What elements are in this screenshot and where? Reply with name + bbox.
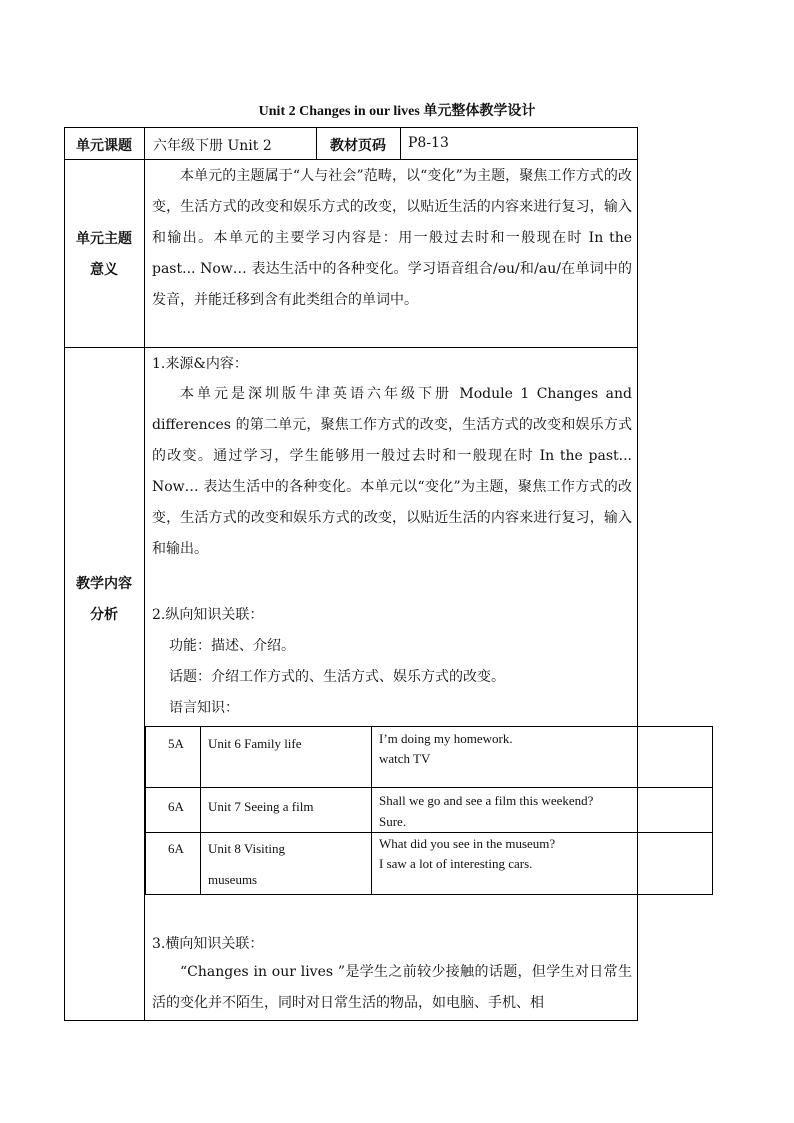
knowledge-sentence: Shall we go and see a film this weekend? bbox=[379, 793, 594, 808]
section3-text: “Changes in our lives ”是学生之前较少接触的话题，但学生对日常生活的变化并不陌生，同时对日常生活的物品，如电脑、手机、相 bbox=[152, 964, 632, 1011]
section1-text: 本单元是深圳版牛津英语六年级下册 Module 1 Changes and differences 的第二单元，聚焦工作方式的改变，生活方式的改变和娱乐方式的改变。通过学习，学生能够用一般过去时和一般现在时 In the past... Now… 表达生活中的各种变化。本单元以“变化”为主题，聚焦工作方式的改变，生活方式的改变和娱乐方式的改变，以贴近生活的内容来进行复习，输入和输出。 bbox=[152, 386, 632, 557]
row-divider bbox=[64, 159, 638, 160]
knowledge-row-divider bbox=[145, 787, 713, 788]
knowledge-grade: 5A bbox=[168, 736, 184, 751]
language-knowledge-line: 语言知识： bbox=[169, 700, 239, 716]
row-divider bbox=[64, 347, 638, 348]
knowledge-row-divider bbox=[145, 832, 713, 833]
knowledge-sentence: watch TV bbox=[379, 751, 431, 766]
page-title: Unit 2 Changes in our lives 单元整体教学设计 bbox=[258, 104, 536, 119]
knowledge-unit: Unit 8 Visiting bbox=[208, 841, 285, 856]
section1-heading: 1.来源&内容： bbox=[152, 356, 248, 372]
unit-theme-label-line2: 意义 bbox=[90, 262, 118, 278]
column-divider bbox=[400, 127, 401, 159]
topic-line: 话题：介绍工作方式的、生活方式、娱乐方式的改变。 bbox=[169, 669, 505, 685]
knowledge-unit: Unit 7 Seeing a film bbox=[208, 799, 314, 814]
knowledge-sentence: Sure. bbox=[379, 814, 407, 829]
knowledge-column-divider bbox=[200, 726, 201, 895]
knowledge-unit: Unit 6 Family life bbox=[208, 736, 302, 751]
unit-theme-text: 本单元的主题属于“人与社会”范畴，以“变化”为主题，聚焦工作方式的改变，生活方式的改变和娱乐方式的改变，以贴近生活的内容来进行复习，输入和输出。本单元的主要学习内容是：用一般过去时和一般现在时 In the past... Now… 表达生活中的各种变化。学习语音组合/əu/和/au/在单词中的发音，并能迁移到含有此类组合的单词中。 bbox=[152, 168, 632, 308]
textbook-pages-label: 教材页码 bbox=[330, 138, 386, 154]
content-analysis-label-line2: 分析 bbox=[90, 607, 118, 623]
knowledge-grade: 6A bbox=[168, 841, 184, 856]
unit-theme-label-line1: 单元主题 bbox=[76, 231, 132, 247]
knowledge-sentence: What did you see in the museum? bbox=[379, 836, 556, 851]
knowledge-sentence: I’m doing my homework. bbox=[379, 731, 513, 746]
knowledge-sentence: I saw a lot of interesting cars. bbox=[379, 856, 533, 871]
knowledge-column-divider bbox=[371, 726, 372, 895]
unit-topic-value: 六年级下册 Unit 2 bbox=[153, 138, 272, 154]
content-analysis-label-line1: 教学内容 bbox=[76, 576, 132, 592]
knowledge-grade: 6A bbox=[168, 799, 184, 814]
function-line: 功能：描述、介绍。 bbox=[169, 638, 295, 654]
knowledge-unit-line2: museums bbox=[208, 872, 258, 887]
section2-heading: 2.纵向知识关联： bbox=[152, 607, 264, 623]
section3-heading: 3.横向知识关联： bbox=[152, 936, 264, 952]
textbook-pages-value: P8-13 bbox=[408, 135, 449, 151]
unit-topic-label: 单元课题 bbox=[76, 138, 132, 154]
